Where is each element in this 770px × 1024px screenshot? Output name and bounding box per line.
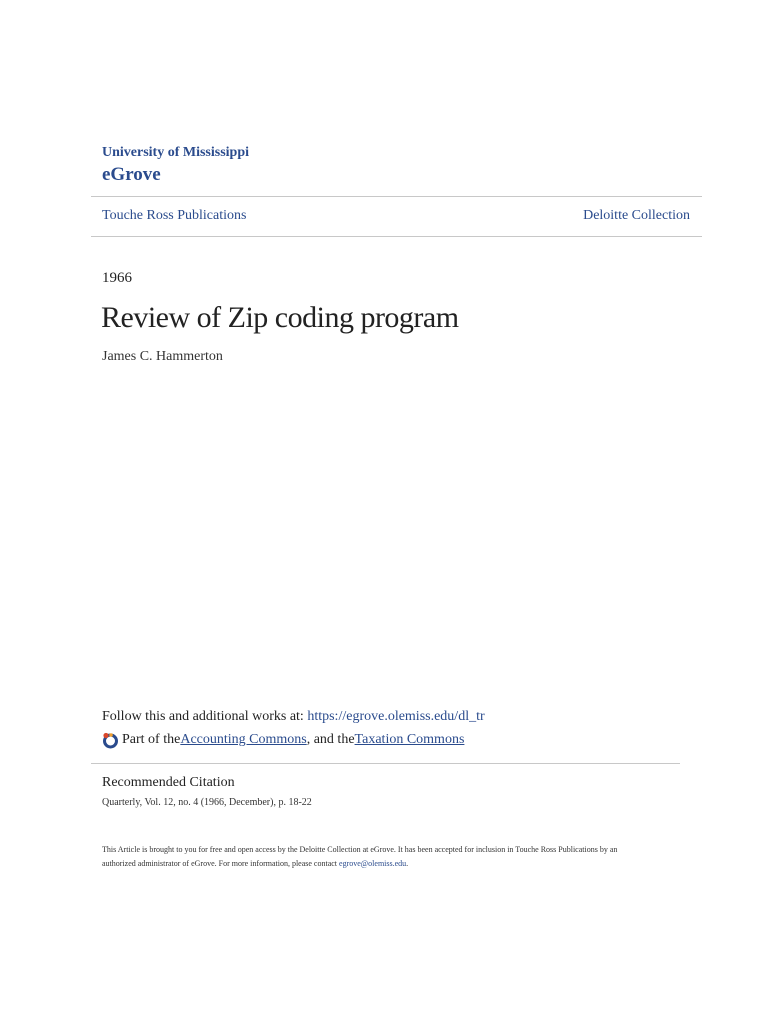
taxation-commons-link[interactable]: Taxation Commons [354,732,465,747]
network-commons-icon [102,732,119,749]
footer-end: . [406,859,409,868]
series-link[interactable]: Touche Ross Publications [102,208,247,223]
repository-link[interactable]: eGrove [102,164,161,185]
footer-note [102,843,642,871]
contact-email-link[interactable]: egrove@olemiss.edu [339,859,407,868]
follow-prefix: Follow this and additional works at: [102,709,308,724]
part-of-middle: , and the [306,732,355,747]
citation-text: Quarterly, Vol. 12, no. 4 (1966, December), p. 18-22 [102,797,312,808]
part-of-line [102,731,464,749]
accounting-commons-link[interactable]: Accounting Commons [180,732,307,747]
repository-header [102,144,249,187]
footer-text: This Article is brought to you for free and open access by the Deloitte Collection at eGrove. It has been accepted for inclusion in Touche Ross Publications by an authorized administrator of eGrove. For more information, please contact [102,845,618,868]
citation-heading: Recommended Citation [102,775,235,790]
collection-link[interactable]: Deloitte Collection [583,208,690,223]
header-divider-bottom [91,236,702,237]
citation-divider [91,763,680,764]
institution-link[interactable]: University of Mississippi [102,145,250,160]
follow-line [102,708,485,726]
follow-url-link[interactable]: https://egrove.olemiss.edu/dl_tr [307,709,485,724]
article-author: James C. Hammerton [102,349,223,364]
part-of-prefix: Part of the [122,732,181,747]
header-divider-top [91,196,702,197]
article-title: Review of Zip coding program [101,301,459,334]
publication-year: 1966 [102,270,132,286]
